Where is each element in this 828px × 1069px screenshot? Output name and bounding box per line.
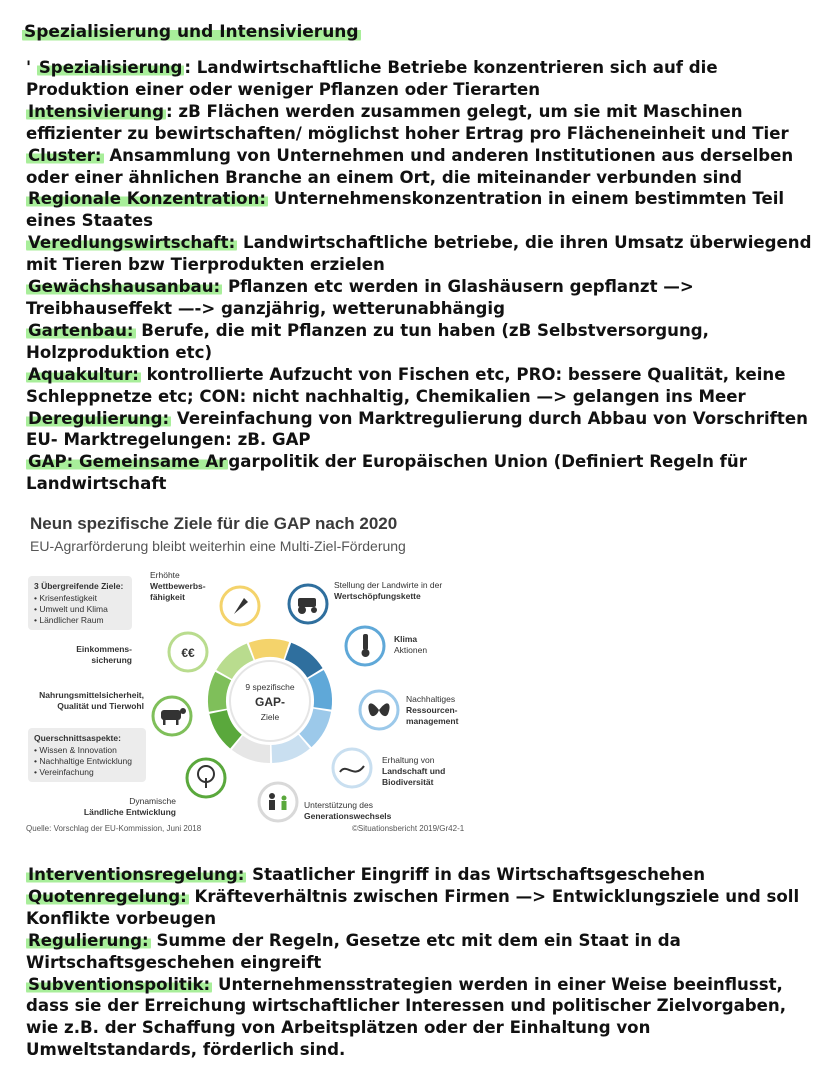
cow-leg — [163, 719, 166, 725]
goal-label: Generationswechsels — [304, 811, 392, 821]
cross-box-item: • Wissen & Innovation — [34, 745, 117, 755]
goal-generationswechsel — [259, 783, 392, 821]
ring-segment — [249, 639, 289, 660]
goal-label: management — [406, 716, 459, 726]
cross-box-title: Querschnittsaspekte: — [34, 733, 121, 743]
figure-title: Neun spezifische Ziele für die GAP nach 2020 — [30, 514, 398, 533]
tractor-wheel — [298, 606, 306, 614]
infographic-svg — [22, 568, 822, 836]
goal-label: Unterstützung des — [304, 800, 373, 810]
cow-head — [180, 708, 186, 714]
goal-label: sicherung — [91, 655, 132, 665]
goals-box-item: • Umwelt und Klima — [34, 604, 108, 614]
ring-segment — [208, 672, 231, 712]
cross-box-item: • Nachhaltige Entwicklung — [34, 756, 132, 766]
goal-label: Erhöhte — [150, 570, 180, 580]
euro-icon-glyph: €€ — [181, 646, 195, 660]
entry-interventionsregelung: Interventionsregelung: Staatlicher Eingriff in das Wirtschaftsgeschehen — [28, 865, 706, 884]
goal-label: Erhaltung von — [382, 755, 435, 765]
people-icon — [259, 783, 297, 821]
figure-subtitle: EU-Agrarförderung bleibt weiterhin eine Multi-Ziel-Förderung — [30, 538, 406, 554]
entry-regulierung: Regulierung: Summe der Regeln, Gesetze etc mit dem ein Staat in da Wirtschaftsgeschehen eingreift — [26, 930, 681, 972]
goal-label: Nahrungsmittelsicherheit, — [39, 690, 144, 700]
entry-spezialisierung: ' Spezialisierung : Landwirtschaftliche Betriebe konzentrieren sich auf die Produktion einer oder weniger Pflanzen oder Tierarten — [26, 58, 718, 99]
person-body — [282, 801, 287, 810]
tractor-wheel — [311, 607, 317, 613]
page-heading: Spezialisierung und Intensivierung — [24, 22, 359, 42]
goals-box-title: 3 Übergreifende Ziele: — [34, 581, 124, 591]
cow-icon-shape — [161, 710, 181, 720]
entry-intensivierung: Intensivierung : zB Flächen werden zusammen gelegt, um sie mit Maschinen effizienter zu bewirtschaften/ möglichst hoher Ertrag pro Flächeneinheit und Tier — [26, 101, 789, 143]
entry-cluster: Cluster: Ansammlung von Unternehmen und anderen Institutionen aus derselben oder einer ähnlichen Branche an einem Ort, die miteinander verbunden sind — [26, 145, 794, 187]
goal-label: Stellung der Landwirte in der — [334, 580, 443, 590]
entry-deregulierung: Deregulierung: Vereinfachung von Marktregulierung durch Abbau von Vorschriften EU- Marktregelungen: zB. GAP — [26, 408, 808, 450]
cow-leg — [176, 719, 179, 725]
tractor-icon-shape — [298, 598, 316, 607]
goal-ressourcen — [360, 691, 459, 729]
definitions-bottom — [26, 864, 816, 1061]
center-text-2: GAP- — [255, 695, 285, 709]
center-text-1: 9 spezifische — [245, 682, 295, 692]
goal-label: Landschaft und — [382, 766, 446, 776]
goal-label: Wettbewerbs- — [150, 581, 206, 591]
source-left: Quelle: Vorschlag der EU-Kommission, Juni 2018 — [26, 824, 202, 833]
goal-einkommen — [76, 633, 207, 671]
goal-label: Biodiversität — [382, 777, 434, 787]
goals-box-item: • Ländlicher Raum — [34, 615, 104, 625]
goal-label: Wertschöpfungskette — [334, 591, 421, 601]
goal-label: Nachhaltiges — [406, 694, 456, 704]
cross-box-item: • Vereinfachung — [34, 767, 94, 777]
goal-klima — [346, 627, 427, 665]
entry-veredlungswirtschaft: Veredlungswirtschaft: Landwirtschaftliche betriebe, die ihren Umsatz überwiegend mit Tieren bzw Tierprodukten erzielen — [26, 233, 812, 275]
goal-wettbewerb — [150, 570, 259, 625]
entry-gap: GAP: Gemeinsame Ar garpolitik der Europäischen Union (Definiert Regeln für Landwirtschaft — [26, 452, 747, 494]
center-text-3: Ziele — [260, 712, 280, 722]
goal-label: Aktionen — [394, 645, 428, 655]
entry-aquakultur: Aquakultur: kontrollierte Aufzucht von Fischen etc, PRO: bessere Qualität, keine Schleppnetze etc; CON: nicht nachhaltig, Chemikalien —> gelangen ins Meer — [26, 364, 786, 406]
goal-label: Qualität und Tierwohl — [57, 701, 144, 711]
definitions-top — [26, 57, 816, 495]
person-body — [269, 800, 275, 810]
thermometer-icon-shape — [363, 634, 368, 650]
entry-quotenregelung: Quotenregelung: Kräfteverhältnis zwischen Firmen —> Entwicklungsziele und soll Konflikte vorbeugen — [26, 886, 800, 928]
person-head — [282, 796, 287, 801]
goal-label: Dynamische — [129, 796, 176, 806]
entry-gewaechshausanbau: Gewächshausanbau: Pflanzen etc werden in Glashäusern gepflanzt —> Treibhauseffekt —-> ganzjährig, wetterunabhängig — [26, 277, 694, 318]
source-right: ©Situationsbericht 2019/Gr42-1 — [352, 824, 465, 833]
goal-label: fähigkeit — [150, 592, 185, 602]
thermometer-bulb — [362, 649, 370, 657]
entry-gartenbau: Gartenbau: Berufe, die mit Pflanzen zu tun haben (zB Selbstversorgung, Holzproduktion etc) — [26, 320, 709, 362]
goal-label: Einkommens- — [76, 644, 132, 654]
landscape-icon — [333, 749, 371, 787]
goal-landschaft — [333, 749, 445, 787]
entry-subventionspolitik: Subventionspolitik: Unternehmensstrategien werden in einer Weise beeinflusst, dass sie der Erreichung wirtschaftlicher Interessen und politischer Zielvorgaben, wie z.B. der Schaffung von Arbeitsplätzen oder der Einhaltung von Umweltstandards, förderlich sind. — [26, 974, 787, 1060]
entry-regionale-konzentration: Regionale Konzentration: Unternehmenskonzentration in einem bestimmten Teil eines Staates — [26, 189, 785, 231]
gap-infographic — [22, 508, 822, 836]
goal-stellung — [289, 580, 442, 623]
goals-box-item: • Krisenfestigkeit — [34, 593, 97, 603]
goal-label: Ressourcen- — [406, 705, 458, 715]
person-head — [269, 793, 275, 799]
goal-label: Ländliche Entwicklung — [83, 807, 176, 817]
ring-segment — [308, 670, 332, 710]
goal-label: Klima — [394, 634, 418, 644]
